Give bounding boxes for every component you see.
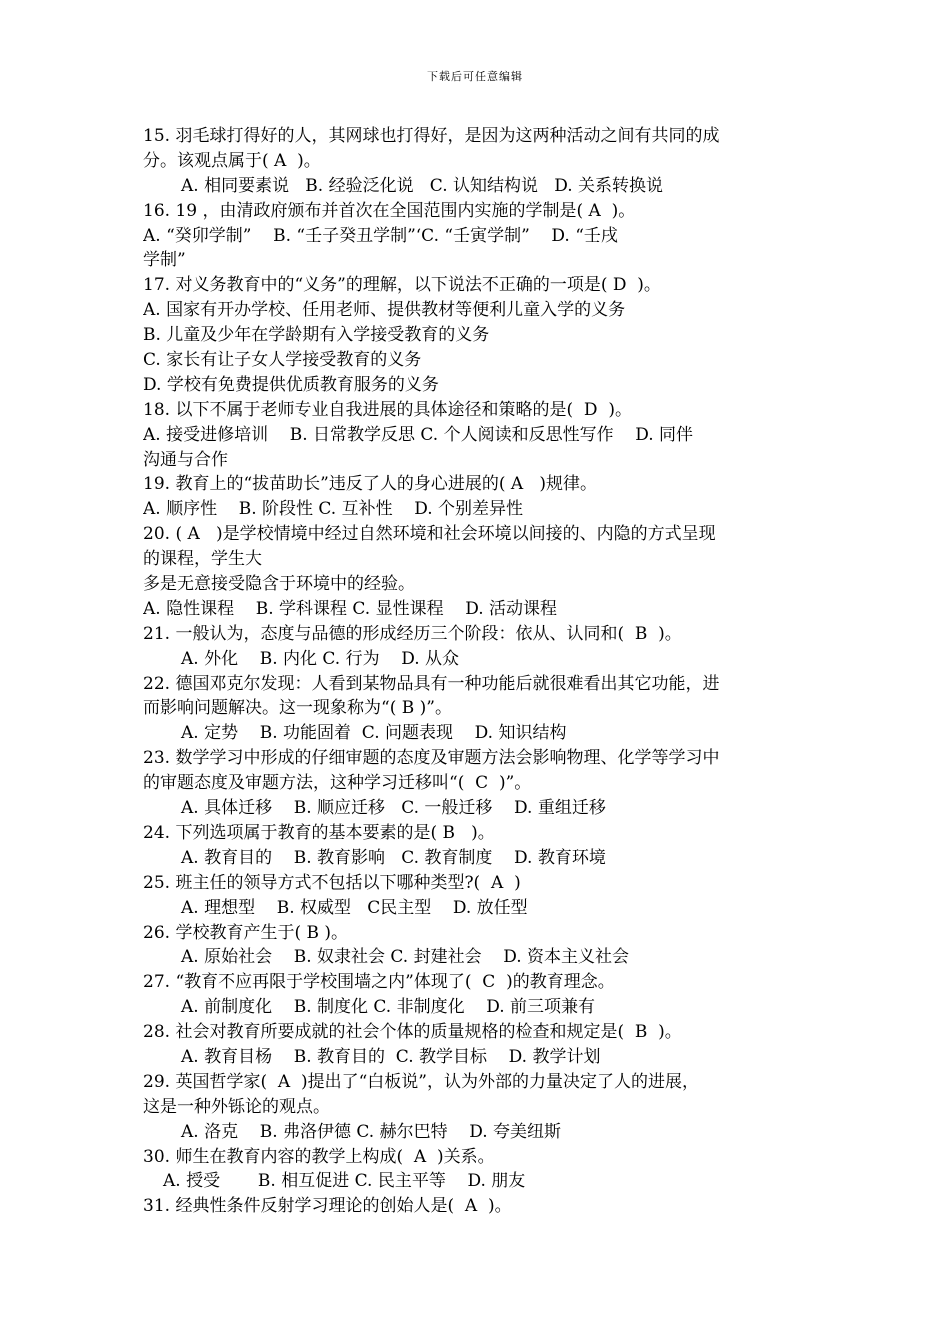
text-line: A. 前制度化 B. 制度化 C. 非制度化 D. 前三项兼有 (181, 997, 596, 1018)
text-line: D. 学校有免费提供优质教育服务的义务 (143, 374, 439, 395)
text-line: 沟通与合作 (143, 449, 228, 470)
text-line: 15. 羽毛球打得好的人，其网球也打得好，是因为这两种活动之间有共同的成 (143, 126, 720, 146)
text-line: A. 具体迁移 B. 顺应迁移 C. 一般迁移 D. 重组迁移 (181, 798, 606, 819)
page-header: 下载后可任意编辑 (427, 70, 523, 83)
text-line: A. 理想型 B. 权威型 C民主型 D. 放任型 (181, 897, 528, 918)
text-line: 18. 以下不属于老师专业自我进展的具体途径和策略的是( D )。 (143, 399, 632, 420)
text-line: 19. 教育上的“拔苗助长”违反了人的身心进展的( A )规律。 (143, 474, 597, 495)
text-line: 16. 19 ，由清政府颁布并首次在全国范围内实施的学制是( A )。 (143, 200, 636, 221)
text-line: A. 授受 B. 相互促进 C. 民主平等 D. 朋友 (163, 1171, 526, 1192)
text-line: 学制” (143, 250, 186, 271)
text-line: A. 原始社会 B. 奴隶社会 C. 封建社会 D. 资本主义社会 (181, 947, 630, 968)
text-line: B. 儿童及少年在学龄期有入学接受教育的义务 (143, 325, 490, 346)
text-line: C. 家长有让子女人学接受教育的义务 (143, 350, 422, 371)
text-line: 这是一种外铄论的观点。 (143, 1096, 330, 1117)
text-line: 21. 一般认为，态度与品德的形成经历三个阶段：依从、认同和( B )。 (143, 623, 682, 644)
text-line: 23. 数学学习中形成的仔细审题的态度及审题方法会影响物理、化学等学习中 (143, 748, 720, 769)
text-line: A. 接受进修培训 B. 日常教学反思 C. 个人阅读和反思性写作 D. 同伴 (143, 424, 694, 445)
text-line: 的课程，学生大 (143, 549, 262, 570)
text-line: 28. 社会对教育所要成就的社会个体的质量规格的检查和规定是( B )。 (143, 1022, 682, 1043)
text-line: A. 外化 B. 内化 C. 行为 D. 从众 (181, 648, 460, 669)
text-line: 而影响问题解决。这一现象称为“( B )”。 (143, 698, 452, 719)
text-line: 24. 下列选项属于教育的基本要素的是( B )。 (143, 822, 495, 843)
text-line: A. 国家有开办学校、任用老师、提供教材等便利儿童入学的义务 (143, 300, 626, 321)
text-line: 17. 对义务教育中的“义务”的理解，以下说法不正确的一项是( D )。 (143, 275, 661, 296)
text-line: 26. 学校教育产生于( B )。 (143, 922, 349, 943)
text-line: A. 顺序性 B. 阶段性 C. 互补性 D. 个别差异性 (143, 499, 524, 520)
text-line: 30. 师生在教育内容的教学上构成( A )关系。 (143, 1146, 495, 1167)
text-line: A. 定势 B. 功能固着 C. 问题表现 D. 知识结构 (181, 723, 567, 744)
text-line: 31. 经典性条件反射学习理论的创始人是( A )。 (143, 1196, 512, 1217)
text-line: A. 相同要素说 B. 经验泛化说 C. 认知结构说 D. 关系转换说 (181, 175, 664, 196)
text-line: 20. ( A )是学校情境中经过自然环境和社会环境以间接的、内隐的方式呈现 (143, 524, 716, 545)
text-line: A. “癸卯学制” B. “壬子癸丑学制”‘C. “壬寅学制” D. “壬戌 (143, 225, 618, 246)
text-line: 22. 德国邓克尔发现：人看到某物品具有一种功能后就很难看出其它功能，进 (143, 673, 720, 694)
text-line: 分。该观点属于( A )。 (143, 150, 321, 171)
text-line: A. 隐性课程 B. 学科课程 C. 显性课程 D. 活动课程 (143, 598, 558, 619)
text-line: 的审题态度及审题方法，这种学习迁移叫“( C )”。 (143, 773, 532, 794)
text-line: A. 教育目杨 B. 教育目的 C. 教学目标 D. 教学计划 (181, 1046, 601, 1067)
text-line: 29. 英国哲学家( A )提出了“白板说”，认为外部的力量决定了人的进展， (143, 1071, 699, 1092)
text-line: 25. 班主任的领导方式不包括以下哪种类型?( A ) (143, 872, 521, 893)
text-line: 27. “教育不应再限于学校围墙之内”体现了( C )的教育理念。 (143, 972, 615, 993)
text-line: A. 教育目的 B. 教育影响 C. 教育制度 D. 教育环境 (181, 847, 606, 868)
text-line: 多是无意接受隐含于环境中的经验。 (143, 574, 415, 595)
text-line: A. 洛克 B. 弗洛伊德 C. 赫尔巴特 D. 夸美纽斯 (181, 1121, 562, 1142)
document-body (143, 124, 815, 1219)
